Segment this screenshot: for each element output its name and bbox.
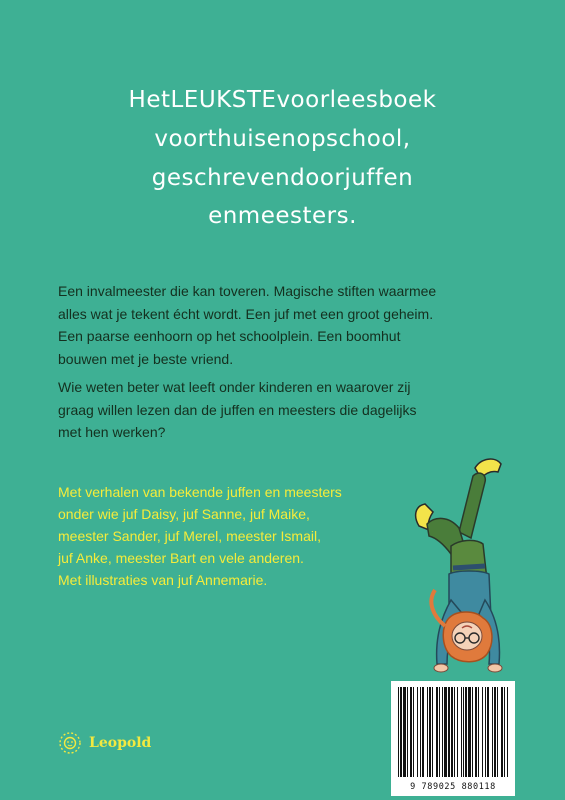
isbn-barcode (391, 681, 515, 796)
barcode-bar (451, 687, 453, 777)
barcode-bar (436, 687, 438, 777)
credits-line: Met illustraties van juf Annemarie. (58, 572, 268, 588)
barcode-bar (439, 687, 440, 777)
barcode-bar (497, 687, 498, 777)
credits-line: meester Sander, juf Merel, meester Ismail, (58, 528, 321, 544)
tagline-line-4: enmeesters. (208, 203, 357, 229)
blurb-paragraph-2 (58, 376, 528, 444)
blurb-line: Een paarse eenhoorn op het schoolplein. Een boomhut (58, 328, 401, 344)
barcode-bar (485, 687, 486, 777)
blurb-line: Een invalmeester die kan toveren. Magische stiften waarmee (58, 283, 437, 299)
blurb-line: Wie weten beter wat leeft onder kinderen en waarover zij (58, 379, 411, 395)
barcode-bar (463, 687, 464, 777)
barcode-bar (432, 687, 433, 777)
barcode-bar (407, 687, 408, 777)
barcode-bar (494, 687, 496, 777)
blurb-line: met hen werken? (58, 424, 166, 440)
publisher-name: Leopold (89, 735, 152, 751)
blurb-paragraph-1 (58, 280, 528, 370)
lion-logo-icon (58, 731, 82, 755)
barcode-bar (465, 687, 467, 777)
barcode-bar (400, 687, 402, 777)
barcode-bar (403, 687, 406, 777)
barcode-bar (448, 687, 450, 777)
barcode-bar (461, 687, 462, 777)
barcode-bar (501, 687, 503, 777)
barcode-bar (422, 687, 424, 777)
barcode-bar (457, 687, 458, 777)
publisher-logo (58, 731, 151, 755)
credits-paragraph (58, 481, 388, 591)
barcode-bars (391, 681, 515, 781)
barcode-bar (468, 687, 471, 777)
barcode-bar (504, 687, 505, 777)
tagline-line-3: geschrevendoorjuffen (151, 165, 414, 191)
barcode-bar (413, 687, 414, 777)
tagline-line-2: voorthuisenopschool, (154, 126, 411, 152)
credits-line: onder wie juf Daisy, juf Sanne, juf Maike, (58, 506, 310, 522)
barcode-bar (427, 687, 428, 777)
barcode-bar (487, 687, 489, 777)
barcode-bar (417, 687, 418, 777)
barcode-bar (472, 687, 473, 777)
barcode-bar (444, 687, 447, 777)
barcode-bar (478, 687, 479, 777)
barcode-bar (429, 687, 431, 777)
barcode-bar (454, 687, 455, 777)
girl-doing-handstand-illustration (405, 450, 515, 695)
barcode-bar (420, 687, 421, 777)
blurb-line: graag willen lezen dan de juffen en meesters die dagelijks (58, 401, 417, 418)
barcode-bar (410, 687, 412, 777)
blurb-line: alles wat je tekent écht wordt. Een juf met een groot geheim. (58, 305, 434, 322)
barcode-bar (507, 687, 508, 777)
blurb-line: bouwen met je beste vriend. (58, 350, 234, 367)
barcode-bar (398, 687, 399, 777)
barcode-bar (482, 687, 483, 777)
credits-line: Met verhalen van bekende juffen en meesters (58, 484, 342, 500)
barcode-bar (492, 687, 493, 777)
barcode-bar (475, 687, 477, 777)
tagline-line-1: HetLEUKSTEvoorleesboek (128, 87, 437, 113)
isbn-number: 9 789025 880118 (410, 782, 496, 792)
barcode-bar (442, 687, 443, 777)
credits-line: juf Anke, meester Bart en vele anderen. (58, 550, 304, 566)
